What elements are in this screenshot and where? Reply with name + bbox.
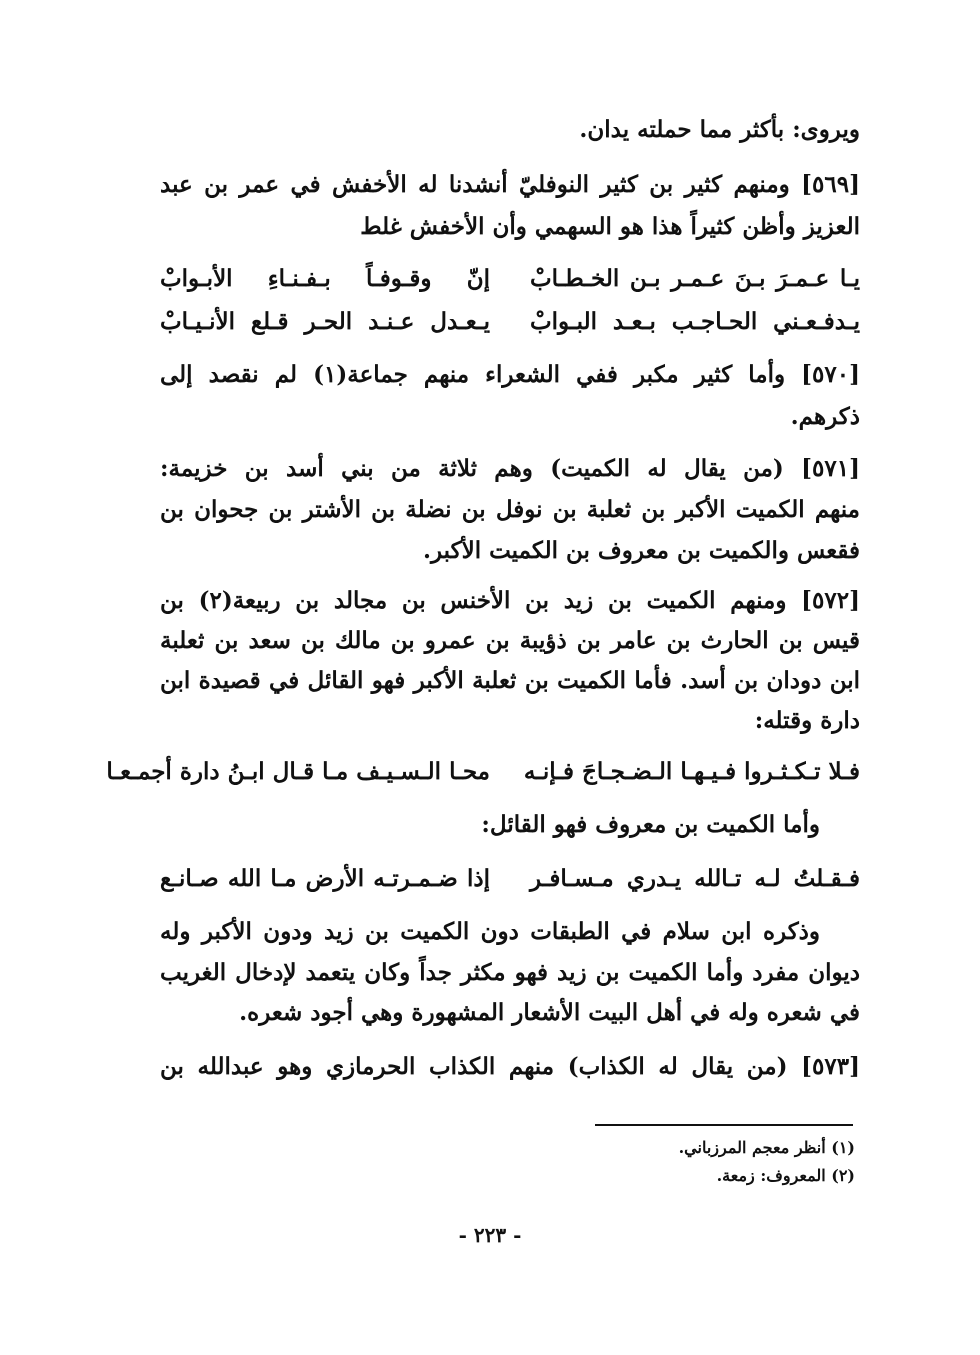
footnote-2: (٢) المعروف: زمعة. <box>716 1166 855 1185</box>
body-line-8: فقعس والكميت بن معروف بن الكميت الأكبر. <box>422 537 860 564</box>
verse-3-second-hemistich: محـا الـسـيـف مـا قـال ابـنُ دارة أجمـعـا <box>106 758 490 785</box>
verse-1-second-hemistich: إنّ وقـوفـاً بـفـنـاءِ الأبـوابْ <box>160 265 490 292</box>
verse-line-2 <box>160 305 860 339</box>
footnote-separator <box>595 1124 853 1126</box>
verse-1-first-hemistich: يـا عـمـرَ بـنَ عـمـر بـن الخـطـابْ <box>530 265 860 292</box>
body-line-5: ذكرهم. <box>790 403 860 430</box>
verse-line-1 <box>160 262 860 296</box>
body-line-9: [٥٧٢] ومنهم الكميت بن زيد بن الأخنس بن مجالد بن ربيعة(٢) بن <box>160 587 860 614</box>
page-number: - ٢٢٣ - <box>458 1223 522 1247</box>
verse-2-second-hemistich: يـعـدل عـنـد الحـر قـلع الأنـيـابْ <box>160 308 490 335</box>
verse-4-first-hemistich: فـقـلتُ لـه تـالله يـدري مـسـافـر <box>530 865 860 892</box>
verse-4-second-hemistich: إذا ضـمـرتـه الأرض مـا الله صـانـع <box>160 865 490 892</box>
body-line-13: وأما الكميت بن معروف فهو القائل: <box>481 811 820 838</box>
body-line-11: ابن دودان بن أسد. فأما الكميت بن ثعلبة الأكبر فهو القائل في قصيدة ابن <box>160 667 860 694</box>
body-line-15: ديوان مفرد وأما الكميت بن زيد فهو مكثر جداً وكان يتعمد لإدخال الغريب <box>160 959 860 986</box>
body-line-17: [٥٧٣] (من يقال له الكذاب) منهم الكذاب الحرمازي وهو عبدالله بن <box>160 1053 860 1080</box>
body-line-10: قيس بن الحارث بن عامر بن ذؤيبة بن عمرو بن مالك بن سعد بن ثعلبة <box>160 627 860 654</box>
body-line-7: منهم الكميت الأكبر بن ثعلبة بن نوفل بن نضلة بن الأشتر بن جحوان بن <box>160 496 860 523</box>
body-line-14: وذكره ابن سلام في الطبقات دون الكميت بن زيد ودون الأكبر وله <box>160 918 820 945</box>
verse-2-first-hemistich: يـدفـعـني الحـاجـب بـعـد البـوابْ <box>530 308 860 335</box>
body-line-4: [٥٧٠] وأما كثير مكبر ففي الشعراء منهم جماعة(١) لم نقصد إلى <box>160 361 860 388</box>
body-line-12: دارة وقتله: <box>754 707 860 734</box>
verse-line-4 <box>160 862 860 896</box>
body-line-3: العزيز وأظن كثيراً هذا هو السهمي وأن الأخفش غلط <box>360 213 860 240</box>
body-line-6: [٥٧١] (من يقال له الكميت) وهم ثلاثة من بني أسد بن خزيمة: <box>160 455 860 482</box>
body-line-16: في شعره وله في أهل البيت الأشعار المشهورة وهي أجود شعره. <box>239 999 860 1026</box>
body-line-1: ويروى: بأكثر مما حملته يدان. <box>579 116 860 143</box>
body-line-2: [٥٦٩] ومنهم كثير بن كثير النوفليّ أنشدنا له الأخفش في عمر بن عبد <box>160 171 860 198</box>
verse-3-first-hemistich: فـلا تـكـثـروا فـيـهـا الـضـجـاجَ فـإنـه <box>523 758 860 785</box>
footnote-1: (١) أنظر معجم المرزباني. <box>678 1138 855 1157</box>
verse-line-3 <box>106 755 860 789</box>
